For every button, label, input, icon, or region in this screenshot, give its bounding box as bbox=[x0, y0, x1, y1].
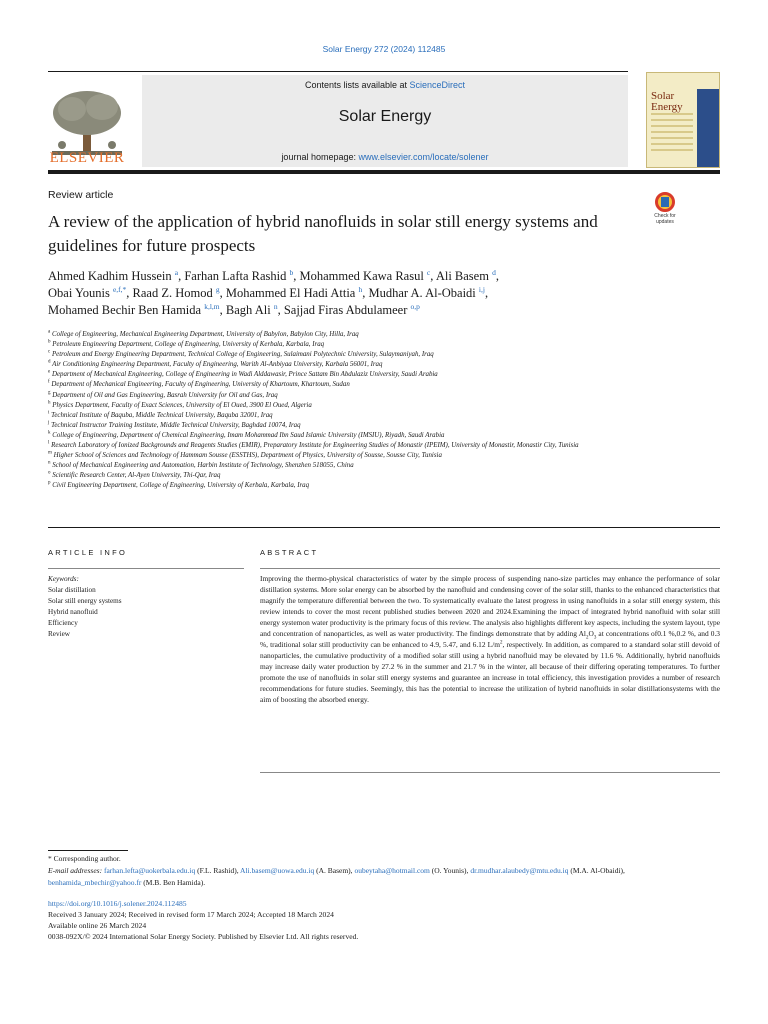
author-3: Mohammed Kawa Rasul $^c$, bbox=[299, 267, 436, 283]
affiliation-item: $^h$ Physics Department, Faculty of Exact Sciences, University of El Oued, 3900 El Oued, Algeria bbox=[48, 400, 312, 409]
abstract-rule bbox=[260, 568, 720, 569]
affiliation-item: $^g$ Department of Oil and Gas Engineering, Basrah University for Oil and Gas, Iraq bbox=[48, 390, 278, 399]
cover-text-lines bbox=[651, 113, 693, 155]
cover-blue-band bbox=[697, 89, 719, 168]
journal-homepage-link[interactable]: www.elsevier.com/locate/solener bbox=[358, 152, 489, 162]
keywords-label: Keywords: bbox=[48, 575, 79, 583]
email-link[interactable]: oubeytaha@hotmail.com bbox=[354, 866, 430, 875]
cover-title-word-1: Solar bbox=[651, 90, 675, 102]
affiliation-item: $^k$ College of Engineering, Department of Chemical Engineering, Imam Mohammad Ibn Saud Islamic University (IMSIU), Riyadh, Saudi Arabia bbox=[48, 430, 445, 439]
sciencedirect-link[interactable]: ScienceDirect bbox=[409, 80, 466, 90]
affiliation-item: $^m$ Higher School of Sciences and Technology of Hammam Sousse (ESSTHS), Department of Physics, University of Sousse, Sousse City, Tunisia bbox=[48, 450, 442, 460]
email-link[interactable]: farhan.lefta@uokerbala.edu.iq bbox=[103, 866, 196, 875]
affiliation-item: $^a$ College of Engineering, Mechanical Engineering Department, University of Babylon, Babylon City, Hilla, Iraq bbox=[48, 329, 359, 338]
keyword-item[interactable]: Solar still energy systems bbox=[48, 597, 122, 605]
header-rule-top bbox=[48, 71, 628, 72]
keyword-item[interactable]: Solar distillation bbox=[48, 586, 96, 594]
email-link[interactable]: dr.mudhar.alaubedy@mtu.edu.iq bbox=[470, 866, 569, 875]
check-updates-label: Check for updates bbox=[654, 213, 676, 225]
abstract-rule-bottom bbox=[260, 772, 720, 773]
affiliation-item: $^l$ Research Laboratory of Ionized Backgrounds and Reagents Studies (EMIR), Preparatory Institute for Engineering Studies of Monastir (IPEIM), University of Monastir, Monastir City, Tunisia bbox=[48, 440, 579, 450]
abstract-text: Improving the thermo-physical characteristics of water by the simple process of suspending nano-size particles may enhance the performance of solar distillation systems. More solar energy can be absorbed by the nanofluid and condensing cover of the solar still, thanks to the enhanced characteristics that magnify the temperature differential between the two. To systematically evaluate the latest progress in using nanofluids in a solar still energy system, this review intends to cover the most recent published studies between 2020 and 2024.Examining the impact of integrated hybrid nanofluid with solar still energy systemon water productivity is the primary focus of this review. The analysis also highlights different key aspects, including the system layout, type and concentration of nanoparticles, as well as water productivity. The findings demonstrate that by adding $Al_2O_3$ at concentrations of0.1 %,0.2 %, and 0.3 %, traditional solar still productivity can be enhanced to 4.9, 5.47, and 6.12 $L/m^2$, respectively. In addition, as compared to a standard solar still devoid of nanoparticles, the cumulative productivity of a modified solar still using a hybrid nanofluid may be elevated by 11.6 %. Additionally, hybrid nanofluids may increase daily water production by 27.2 % in the summer and 21.7 % in the winter, all because of their differing operating temperatures. To further promote the use of nanofluids in solar still energy systems and guarantee an increase in total efficiency, this investigation provides a number of research recommendations for future studies. Seemingly, this has the potential to increase the utilization of hybrid nanofluids in solar distillationsystems with the aim of boosting the absorbed energy. bbox=[260, 574, 720, 704]
author-list bbox=[48, 268, 688, 319]
author-7: Mohammed El Hadi Attia $^h$, bbox=[225, 284, 369, 300]
author-1: Ahmed Kadhim Hussein $^a$, bbox=[48, 267, 185, 283]
affiliations-list bbox=[48, 330, 638, 492]
homepage-prefix: journal homepage: bbox=[281, 152, 359, 162]
copyright-notice: 0038-092X/© 2024 International Solar Energy Society. Published by Elsevier Ltd. All rights reserved. bbox=[48, 932, 359, 941]
available-online: Available online 26 March 2024 bbox=[48, 921, 147, 930]
affiliation-item: $^o$ Scientific Research Center, Al-Ayen University, Thi-Qar, Iraq bbox=[48, 471, 221, 480]
author-2: Farhan Lafta Rashid $^b$, bbox=[184, 267, 300, 283]
footnotes bbox=[48, 853, 720, 889]
keyword-item[interactable]: Hybrid nanofluid bbox=[48, 608, 98, 616]
email-link[interactable]: benhamida_mbechir@yahoo.fr bbox=[48, 878, 142, 887]
affiliation-item: $^e$ Department of Mechanical Engineering, College of Engineering in Wadi Alddawasir, Prince Sattam Bin Abdulaziz University, Saudi Arabia bbox=[48, 370, 438, 379]
email-link[interactable]: Ali.basem@uowa.edu.iq bbox=[240, 866, 315, 875]
abstract-heading: ABSTRACT bbox=[260, 548, 319, 557]
author-9: Mohamed Bechir Ben Hamida $^{k,l,m}$, bbox=[48, 301, 226, 317]
check-for-updates-button[interactable] bbox=[648, 192, 682, 228]
journal-citation[interactable]: Solar Energy 272 (2024) 112485 bbox=[322, 44, 446, 54]
corresponding-author-note: * Corresponding author. bbox=[48, 854, 121, 863]
check-updates-icon bbox=[655, 192, 675, 212]
author-11: Sajjad Firas Abdulameer $^{o,p}$ bbox=[283, 301, 420, 317]
author-4: Ali Basem $^d$, bbox=[435, 267, 499, 283]
section-divider bbox=[48, 527, 720, 528]
affiliation-item: $^i$ Technical Institute of Baquba, Middle Technical University, Baquba 32001, Iraq bbox=[48, 410, 273, 419]
keyword-item[interactable]: Review bbox=[48, 630, 70, 638]
doi-link[interactable]: https://doi.org/10.1016/j.solener.2024.112485 bbox=[48, 899, 187, 908]
article-info-rule bbox=[48, 568, 244, 569]
article-title: A review of the application of hybrid nanofluids in solar still energy systems and guidelines for future prospects bbox=[48, 212, 598, 255]
elsevier-wordmark: ELSEVIER bbox=[49, 150, 125, 166]
affiliation-item: $^j$ Technical Instructor Training Institute, Middle Technical University, Baghdad 10074, Iraq bbox=[48, 420, 301, 429]
journal-title: Solar Energy bbox=[338, 108, 432, 125]
affiliation-item: $^c$ Petroleum and Energy Engineering Department, Technical College of Engineering, Sulaimani Polytechnic University, Sulaymaniyah, Iraq bbox=[48, 349, 434, 359]
cover-title-word-2: Energy bbox=[651, 101, 683, 113]
keyword-item[interactable]: Efficiency bbox=[48, 619, 78, 627]
affiliation-item: $^f$ Department of Mechanical Engineering, Faculty of Engineering, University of Khartoum, Khartoum, Sudan bbox=[48, 380, 350, 389]
footnote-rule bbox=[48, 850, 128, 851]
journal-homepage-line bbox=[142, 152, 628, 162]
keywords-block bbox=[48, 574, 244, 640]
contents-prefix: Contents lists available at bbox=[304, 80, 410, 90]
affiliation-item: $^b$ Petroleum Engineering Department, College of Engineering, University of Kerbala, Karbala, Iraq bbox=[48, 339, 325, 349]
affiliation-item: $^n$ School of Mechanical Engineering and Automation, Harbin Institute of Technology, Shenzhen 518055, China bbox=[48, 460, 354, 470]
contents-lists-line bbox=[142, 80, 628, 90]
author-10: Bagh Ali $^n$, bbox=[225, 301, 284, 317]
email-label: E-mail addresses: bbox=[48, 866, 103, 875]
affiliation-item: $^p$ Civil Engineering Department, College of Engineering, University of Kerbala, Karbala, Iraq bbox=[48, 481, 310, 490]
affiliation-item: $^d$ Air Conditioning Engineering Department, Faculty of Engineering, Warith Al-Anbiyaa University, Karbala 56001, Iraq bbox=[48, 359, 383, 369]
article-info-heading: ARTICLE INFO bbox=[48, 548, 128, 557]
author-8: Mudhar A. Al-Obaidi $^{i,j}$, bbox=[368, 284, 489, 300]
article-type: Review article bbox=[48, 189, 114, 201]
article-metadata bbox=[48, 898, 720, 942]
author-5: Obai Younis $^{e,f,*}$, bbox=[48, 284, 133, 300]
email-addresses: E-mail addresses: farhan.lefta@uokerbala.edu.iq (F.L. Rashid), Ali.basem@uowa.edu.iq (A. Basem), oubeytaha@hotmail.com (O. Younis), dr.mudhar.alaubedy@mtu.edu.iq (M.A. Al-Obaidi), benhamida_mbechir@yahoo.fr (M.B. Ben Hamida). bbox=[48, 866, 625, 887]
received-dates: Received 3 January 2024; Received in revised form 17 March 2024; Accepted 18 March 2024 bbox=[48, 910, 334, 919]
author-6: Raad Z. Homod $^g$, bbox=[132, 284, 226, 300]
journal-cover-thumbnail[interactable] bbox=[646, 72, 720, 168]
header-rule-bottom bbox=[48, 170, 720, 174]
